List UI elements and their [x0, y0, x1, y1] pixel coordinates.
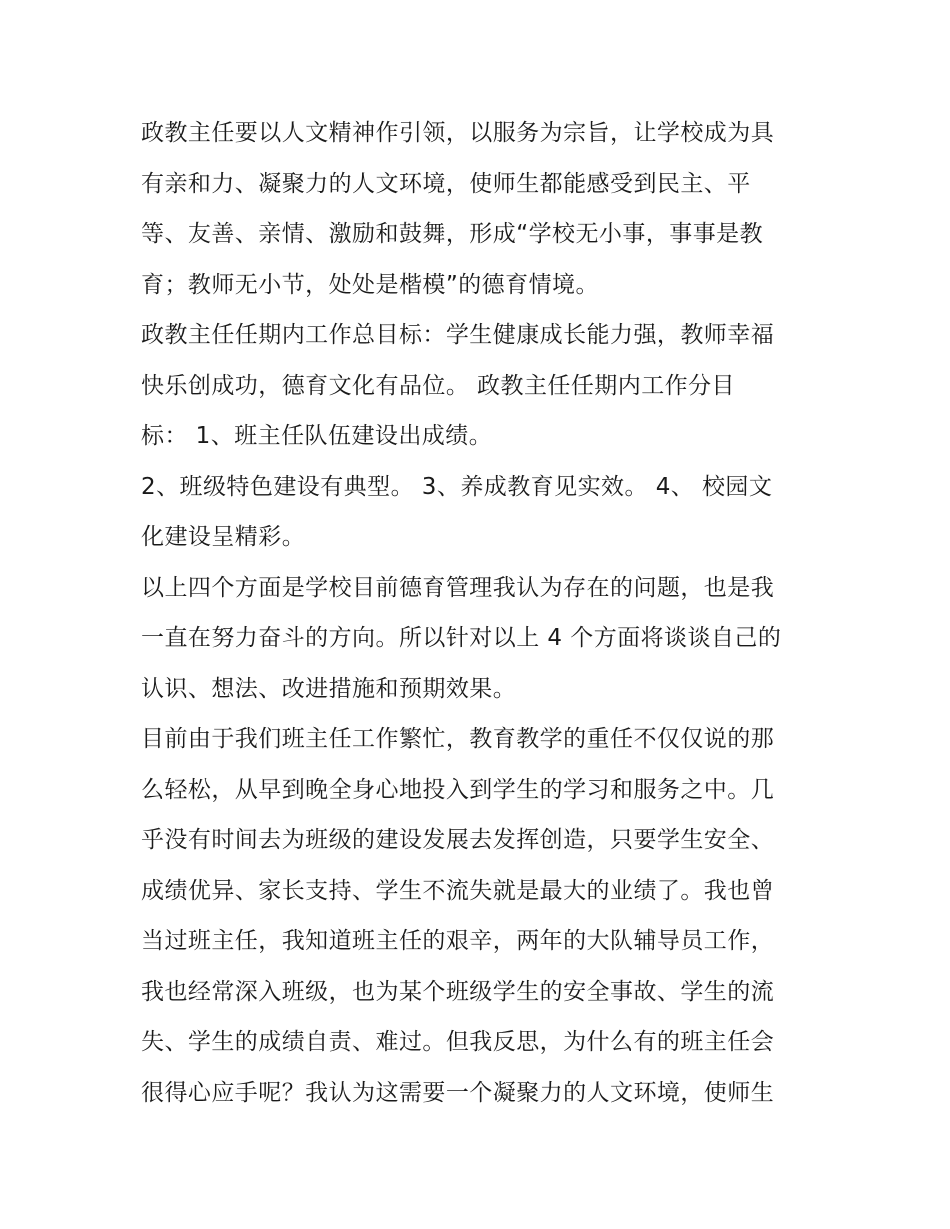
document-body [141, 108, 813, 1118]
text-line: 乎没有时间去为班级的建设发展去发挥创造，只要学生安全、 [141, 827, 775, 853]
text-line: 有亲和力、凝聚力的人文环境，使师生都能感受到民主、平 [141, 170, 751, 197]
text-line: 失、学生的成绩自责、难过。但我反思，为什么有的班主任会 [141, 1029, 775, 1055]
text-line: 以上四个方面是学校目前德育管理我认为存在的问题，也是我 [141, 574, 775, 601]
text-line: 化建设呈精彩。 [141, 524, 306, 550]
text-line: 标： 1、班主任队伍建设出成绩。 [141, 423, 493, 449]
text-line: 政教主任要以人文精神作引领，以服务为宗旨，让学校成为具 [141, 120, 775, 146]
text-line: 等、友善、亲情、激励和鼓舞，形成“学校无小事，事事是教 [141, 221, 764, 247]
text-line: 快乐创成功，德育文化有品位。 政教主任任期内工作分目 [141, 372, 736, 399]
text-line: 一直在努力奋斗的方向。所以针对以上 4 个方面将谈谈自己的 [141, 625, 782, 651]
text-line: 我也经常深入班级，也为某个班级学生的安全事故、学生的流 [141, 978, 775, 1005]
text-line: 成绩优异、家长支持、学生不流失就是最大的业绩了。我也曾 [141, 877, 775, 904]
text-line: 育；教师无小节，处处是楷模”的德育情境。 [141, 271, 599, 298]
text-line: 很得心应手呢？我认为这需要一个凝聚力的人文环境，使师生 [141, 1079, 775, 1106]
text-line: 政教主任任期内工作总目标：学生健康成长能力强，教师幸福 [141, 322, 775, 348]
text-line: 目前由于我们班主任工作繁忙，教育教学的重任不仅仅说的那 [141, 726, 775, 752]
text-line: 认识、想法、改进措施和预期效果。 [141, 675, 517, 702]
text-line: 当过班主任，我知道班主任的艰辛，两年的大队辅导员工作， [141, 928, 775, 954]
text-line: 2、班级特色建设有典型。 3、养成教育见实效。 4、 校园文 [141, 473, 773, 500]
text-line: 么轻松，从早到晚全身心地投入到学生的学习和服务之中。几 [141, 776, 775, 803]
